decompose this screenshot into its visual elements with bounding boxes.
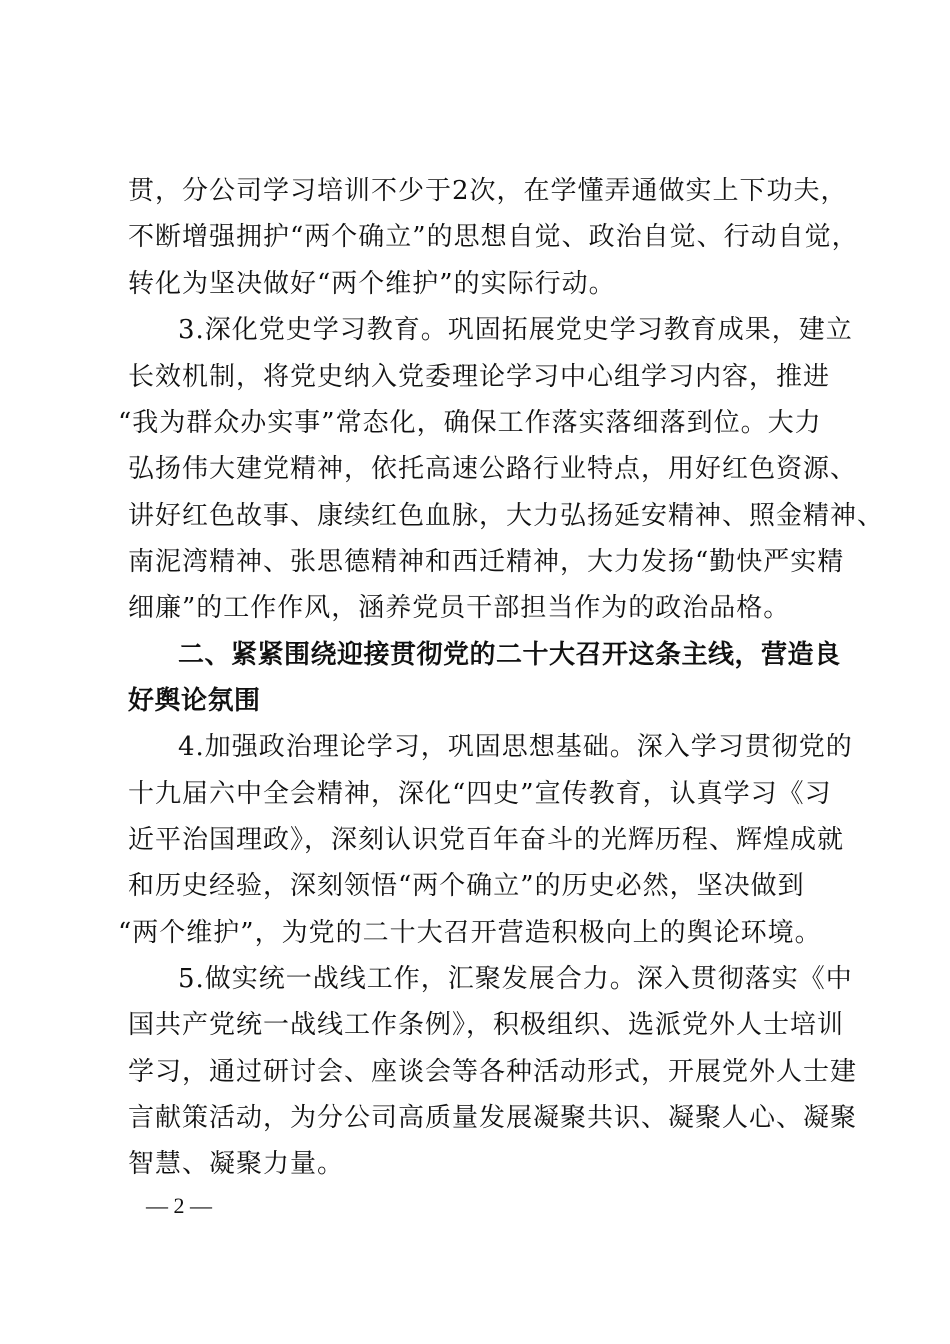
item-4-title-line: 4.加强政治理论学习，巩固思想基础。深入学习贯彻党的 [178, 732, 853, 762]
page-number: — 2 — [146, 1193, 212, 1218]
text-line-2: 不断增强拥护“两个确立”的思想自觉、政治自觉、行动自觉， [128, 222, 859, 252]
text-line-14: 十九届六中全会精神，深化“四史”宣传教育，认真学习《习 [128, 779, 832, 809]
item-3-title-line: 3.深化党史学习教育。巩固拓展党史学习教育成果，建立 [178, 315, 853, 345]
text-line-6: “我为群众办实事”常态化，确保工作落实落细落到位。大力 [118, 408, 822, 438]
item-5-title-line: 5.做实统一战线工作，汇聚发展合力。深入贯彻落实《中 [178, 964, 853, 994]
text-line-8: 讲好红色故事、康续红色血脉，大力弘扬延安精神、照金精神、 [128, 501, 885, 531]
text-line-3: 转化为坚决做好“两个维护”的实际行动。 [128, 269, 616, 299]
text-line-10: 细廉”的工作作风，涵养党员干部担当作为的政治品格。 [128, 593, 791, 623]
text-line-20: 学习，通过研讨会、座谈会等各种活动形式，开展党外人士建 [128, 1057, 858, 1087]
text-line-1: 贯，分公司学习培训不少于2次，在学懂弄通做实上下功夫， [128, 176, 848, 206]
text-line-22: 智慧、凝聚力量。 [128, 1149, 345, 1179]
text-line-21: 言献策活动，为分公司高质量发展凝聚共识、凝聚人心、凝聚 [128, 1103, 858, 1133]
text-line-5: 长效机制，将党史纳入党委理论学习中心组学习内容，推进 [128, 362, 831, 392]
section-heading-line-1: 二、紧紧围绕迎接贯彻党的二十大召开这条主线，营造良 [178, 640, 841, 670]
text-line-7: 弘扬伟大建党精神，依托高速公路行业特点，用好红色资源、 [128, 454, 858, 484]
section-heading-line-2: 好舆论氛围 [128, 686, 261, 716]
text-line-15: 近平治国理政》，深刻认识党百年奋斗的光辉历程、辉煌成就 [128, 825, 845, 855]
text-line-19: 国共产党统一战线工作条例》，积极组织、选派党外人士培训 [128, 1010, 845, 1040]
text-line-17: “两个维护”，为党的二十大召开营造积极向上的舆论环境。 [118, 918, 822, 948]
text-line-9: 南泥湾精神、张思德精神和西迁精神，大力发扬“勤快严实精 [128, 547, 845, 577]
text-line-16: 和历史经验，深刻领悟“两个确立”的历史必然，坚决做到 [128, 871, 805, 901]
